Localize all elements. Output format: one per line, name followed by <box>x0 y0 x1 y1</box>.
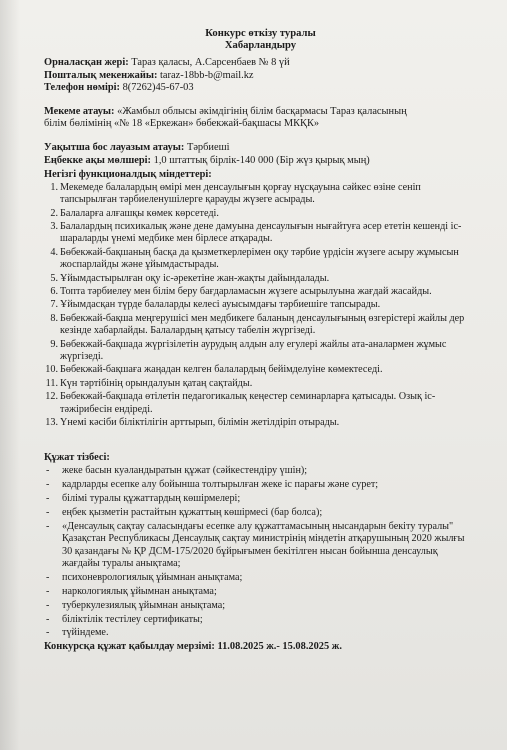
list-item: 3. Балалардың психикалық және дене дамуына денсаулығын нығайтуға әсер ететін кешенді іс-шараларды үнемі медбике мен бірлесе атқарады. <box>50 220 462 245</box>
institution-line <box>44 106 477 119</box>
duties-list <box>44 182 477 430</box>
documents-list <box>44 465 477 640</box>
list-item: - «Денсаулық сақтау саласындағы есепке алу құжаттамасының нысандарын бекіту туралы" Қазақстан Республикасы Денсаулық сақтау министрінің міндетін атқарушының 2020 жылғы 30 қазандағы № ҚР ДСМ-175/2020 бұйрығымен бекітілген нысан бойынша денсаулық жағдайы туралы анықтама; <box>46 520 465 569</box>
list-item: 12. Бөбекжай-бақшада өтілетін педагогикалық кеңестер семинарларға қатысады. Озық іс-тәжірибесін ендіреді. <box>45 391 436 415</box>
document-title: Конкурс өткізу туралы <box>205 28 316 39</box>
deadline-text: Конкурсқа құжат қабылдау мерзімі: 11.08.2025 ж.- 15.08.2025 ж. <box>44 641 342 653</box>
vacancy-line <box>44 142 477 155</box>
documents-heading: Құжат тізбесі: <box>44 452 110 464</box>
phone-value: 8(7262)45-67-03 <box>122 82 194 94</box>
list-item: 5. Ұйымдастырылған оқу іс-әрекетіне жан-жақты дайындалады. <box>50 272 330 284</box>
list-item: - наркологиялық ұйымнан анықтама; <box>46 585 217 597</box>
list-item: - кадрларды есепке алу бойынша толтырылған жеке іс парағы және сурет; <box>46 478 379 490</box>
list-item: - туберкулезиялық ұйымнан анықтама; <box>46 599 226 611</box>
list-item: - еңбек қызметін растайтын құжаттың көшірмесі (бар болса); <box>46 506 323 518</box>
duties-heading: Негізгі функционалдық міндеттері: <box>44 169 212 181</box>
list-item: - түйіндеме. <box>46 627 109 639</box>
list-item: 9. Бөбекжай-бақшада жүргізілетін аурудың алдын алу егулері жайлы ата-аналармен жұмыс жүргізеді. <box>50 338 447 363</box>
list-item: 6. Топта тәрбиелеу мен білім беру бағдарламасын жүзеге асырылуына жағдай жасайды. <box>50 286 432 297</box>
postal-label: Пошталық мекенжайы: <box>44 69 158 81</box>
salary-value: 1,0 штаттық бірлік-140 000 (Бір жүз қырық мың) <box>153 154 370 166</box>
address-line <box>44 57 477 70</box>
vacancy-label: Уақытша бос лауазым атауы: <box>44 141 185 153</box>
list-item: - біліктілік тестілеу сертификаты; <box>46 613 203 625</box>
list-item: 1. Мекемеде балалардың өмірі мен денсаулығын қорғау нұсқауына сәйкес өзіне сеніп тапсырылған тәрбиеленушілерге қарауды жүзеге асырады. <box>50 181 421 206</box>
institution-line-2: білім бөлімінің «№ 18 «Еркежан» бөбекжай-бақшасы МКҚК» <box>44 118 320 130</box>
list-item: 7. Ұйымдасқан түрде балаларды келесі ауысымдағы тәрбиешіге тапсырады. <box>50 299 381 311</box>
list-item: 10. Бөбекжай-бақшаға жаңадан келген балалардың бейімделуіне көмектеседі. <box>45 364 383 376</box>
list-item: - жеке басын куәландыратын құжат (сәйкестендіру үшін); <box>46 465 308 477</box>
institution-label: Мекеме атауы: <box>44 105 115 117</box>
address-value: Тараз қаласы, А.Сарсенбаев № 8 үй <box>131 57 290 68</box>
list-item: 2. Балаларға алғашқы көмек көрсетеді. <box>50 207 219 219</box>
list-item: 11. Күн тәртібінің орындалуын қатаң сақтайды. <box>45 377 253 389</box>
vacancy-value: Тәрбиеші <box>186 141 230 153</box>
list-item: 13. Үнемі кәсіби біліктілігін арттырып, білімін жетілдіріп отырады. <box>45 417 340 429</box>
postal-line <box>44 70 477 83</box>
address-label: Орналасқан жері: <box>44 57 129 68</box>
phone-line <box>44 82 477 95</box>
salary-line <box>44 155 477 168</box>
list-item: - білімі туралы құжаттардың көшірмелері; <box>46 492 241 504</box>
postal-value: taraz-18bb-b@mail.kz <box>160 69 254 81</box>
institution-value-1: «Жамбыл облысы әкімдігінің білім басқармасы Тараз қаласының <box>117 105 407 117</box>
list-item: 8. Бөбекжай-бақша меңгерушісі мен медбикеге баланың денсаулығының өзгерістері жайлы дер кезінде хабарлайды. Балалардың қатысу табелін жүргізеді. <box>50 312 465 337</box>
phone-label: Телефон нөмірі: <box>44 82 120 94</box>
list-item: 4. Бөбекжай-бақшаның басқа да қызметкерлерімен оқу тәрбие үрдісін жүзеге асыру жұмысын жоспарлайды және ұйымдастырады. <box>50 246 459 271</box>
salary-label: Еңбекке ақы мөлшері: <box>44 154 152 166</box>
document-subtitle: Хабарландыру <box>224 40 297 51</box>
list-item: - психоневрологиялық ұйымнан анықтама; <box>46 571 243 583</box>
page-edge-shadow <box>0 0 20 750</box>
